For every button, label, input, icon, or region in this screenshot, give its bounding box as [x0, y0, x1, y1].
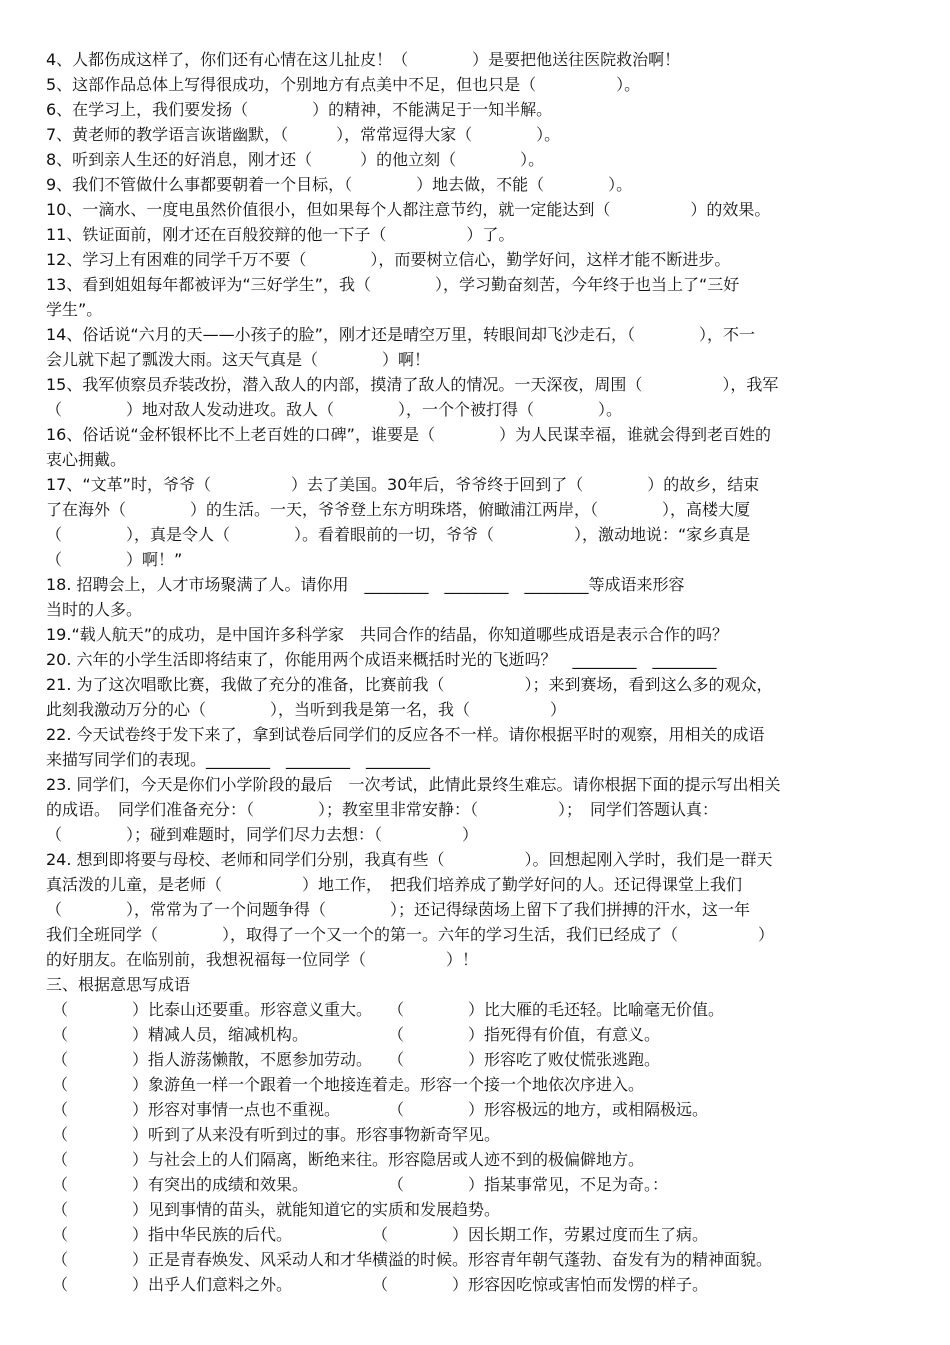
worksheet-line: （ ）象游鱼一样一个跟着一个地接连着走。形容一个接一个地依次序进入。 — [52, 1075, 645, 1094]
worksheet-line: 23. 同学们，今天是你们小学阶段的最后 一次考试，此情此景终生难忘。请你根据下面的提示写出相关 — [46, 775, 781, 794]
worksheet-line: 16、俗话说“金杯银杯比不上老百姓的口碑”，谁要是（ ）为人民谋幸福，谁就会得到老百姓的 — [46, 425, 771, 444]
worksheet-line: （ ）形容对事情一点也不重视。 （ ）形容极远的地方，或相隔极远。 — [52, 1100, 709, 1119]
worksheet-line: （ ）；碰到难题时，同学们尽力去想：（ ） — [46, 825, 479, 844]
worksheet-line: （ ）有突出的成绩和效果。 （ ）指某事常见，不足为奇。： — [52, 1175, 669, 1194]
worksheet-line: 当时的人多。 — [46, 600, 143, 619]
worksheet-line: （ ），常常为了一个问题争得（ ）；还记得绿茵场上留下了我们拼搏的汗水，这一年 — [46, 900, 751, 919]
worksheet-line: 24. 想到即将要与母校、老师和同学们分别，我真有些（ ）。回想起刚入学时，我们是一群天 — [46, 850, 773, 869]
worksheet-line: 21. 为了这次唱歌比赛，我做了充分的准备，比赛前我（ ）；来到赛场，看到这么多的观众， — [46, 675, 773, 694]
worksheet-line: 衷心拥戴。 — [46, 450, 127, 469]
worksheet-line: 18. 招聘会上，人才市场聚满了人。请你用 ________ ________ ________等成语来形容 — [46, 575, 685, 594]
worksheet-line: 9、我们不管做什么事都要朝着一个目标，（ ）地去做，不能（ ）。 — [46, 175, 633, 194]
worksheet-line: 的成语。 同学们准备充分：（ ）；教室里非常安静：（ ）； 同学们答题认真： — [46, 800, 719, 819]
worksheet-line: 12、学习上有困难的同学千万不要（ ），而要树立信心，勤学好问，这样才能不断进步。 — [46, 250, 731, 269]
worksheet-line: 7、黄老师的教学语言诙谐幽默，（ ），常常逗得大家（ ）。 — [46, 125, 561, 144]
worksheet-line: 了在海外（ ）的生活。一天，爷爷登上东方明珠塔，俯瞰浦江两岸，（ ），高楼大厦 — [46, 500, 751, 519]
worksheet-line: 15、我军侦察员乔装改扮，潜入敌人的内部，摸清了敌人的情况。一天深夜，周围（ ），我军 — [46, 375, 779, 394]
worksheet-line: （ ）指人游荡懒散，不愿参加劳动。 （ ）形容吃了败仗慌张逃跑。 — [52, 1050, 661, 1069]
worksheet-line: 此刻我激动万分的心（ ），当听到我是第一名，我（ ） — [46, 700, 567, 719]
worksheet-line: 的好朋友。在临别前，我想祝福每一位同学（ ）！ — [46, 950, 479, 969]
worksheet-line: （ ），真是令人（ ）。看着眼前的一切，爷爷（ ），激动地说：“家乡真是 — [46, 525, 751, 544]
worksheet-line: （ ）与社会上的人们隔离，断绝来往。形容隐居或人迹不到的极偏僻地方。 — [52, 1150, 645, 1169]
worksheet-line: （ ）听到了从来没有听到过的事。形容事物新奇罕见。 — [52, 1125, 501, 1144]
worksheet-line: 三、根据意思写成语 — [46, 975, 191, 994]
worksheet-line: （ ）指中华民族的后代。 （ ）因长期工作，劳累过度而生了病。 — [52, 1225, 709, 1244]
worksheet-line: 17、“文革”时，爷爷（ ）去了美国。30年后，爷爷终于回到了（ ）的故乡，结束 — [46, 475, 760, 494]
worksheet-line: 真活泼的儿童，是老师（ ）地工作， 把我们培养成了勤学好问的人。还记得课堂上我们 — [46, 875, 743, 894]
worksheet-line: 来描写同学们的表现。________ ________ ________ — [46, 750, 431, 769]
worksheet-line: 19.“载人航天”的成功，是中国许多科学家 共同合作的结晶，你知道哪些成语是表示合作的吗？ — [46, 625, 729, 644]
worksheet-line: 会儿就下起了瓢泼大雨。这天气真是（ ）啊！ — [46, 350, 431, 369]
worksheet-line: 22. 今天试卷终于发下来了，拿到试卷后同学们的反应各不一样。请你根据平时的观察，用相关的成语 — [46, 725, 765, 744]
worksheet-line: （ ）比泰山还要重。形容意义重大。 （ ）比大雁的毛还轻。比喻毫无价值。 — [52, 1000, 725, 1019]
worksheet-line: 4、人都伤成这样了，你们还有心情在这儿扯皮！（ ）是要把他送往医院救治啊！ — [46, 50, 681, 69]
worksheet-line: 20. 六年的小学生活即将结束了，你能用两个成语来概括时光的飞逝吗？ ________ ________ — [46, 650, 717, 669]
worksheet-line: （ ）啊！” — [46, 550, 183, 569]
worksheet-line: （ ）出乎人们意料之外。 （ ）形容因吃惊或害怕而发愣的样子。 — [52, 1275, 709, 1294]
worksheet-line: 我们全班同学（ ），取得了一个又一个的第一。六年的学习生活，我们已经成了（ ） — [46, 925, 775, 944]
worksheet-line: 11、铁证面前，刚才还在百般狡辩的他一下子（ ）了。 — [46, 225, 515, 244]
worksheet-line: 13、看到姐姐每年都被评为“三好学生”，我（ ），学习勤奋刻苦，今年终于也当上了“三好 — [46, 275, 740, 294]
worksheet-line: 14、俗话说“六月的天——小孩子的脸”，刚才还是晴空万里，转眼间却飞沙走石，（ ），不一 — [46, 325, 755, 344]
worksheet-line: （ ）精减人员，缩减机构。 （ ）指死得有价值，有意义。 — [52, 1025, 661, 1044]
worksheet-line: （ ）见到事情的苗头，就能知道它的实质和发展趋势。 — [52, 1200, 501, 1219]
worksheet-line: （ ）地对敌人发动进攻。敌人（ ），一个个被打得（ ）。 — [46, 400, 623, 419]
worksheet-line: 5、这部作品总体上写得很成功，个别地方有点美中不足，但也只是（ ）。 — [46, 75, 641, 94]
worksheet-line: 6、在学习上，我们要发扬（ ）的精神，不能满足于一知半解。 — [46, 100, 553, 119]
worksheet-line: （ ）正是青春焕发、风采动人和才华横溢的时候。形容青年朝气蓬勃、奋发有为的精神面貌。 — [52, 1250, 773, 1269]
worksheet-line: 学生”。 — [46, 300, 103, 319]
worksheet-line: 10、一滴水、一度电虽然价值很小，但如果每个人都注意节约，就一定能达到（ ）的效果。 — [46, 200, 771, 219]
worksheet-line: 8、听到亲人生还的好消息，刚才还（ ）的他立刻（ ）。 — [46, 150, 545, 169]
